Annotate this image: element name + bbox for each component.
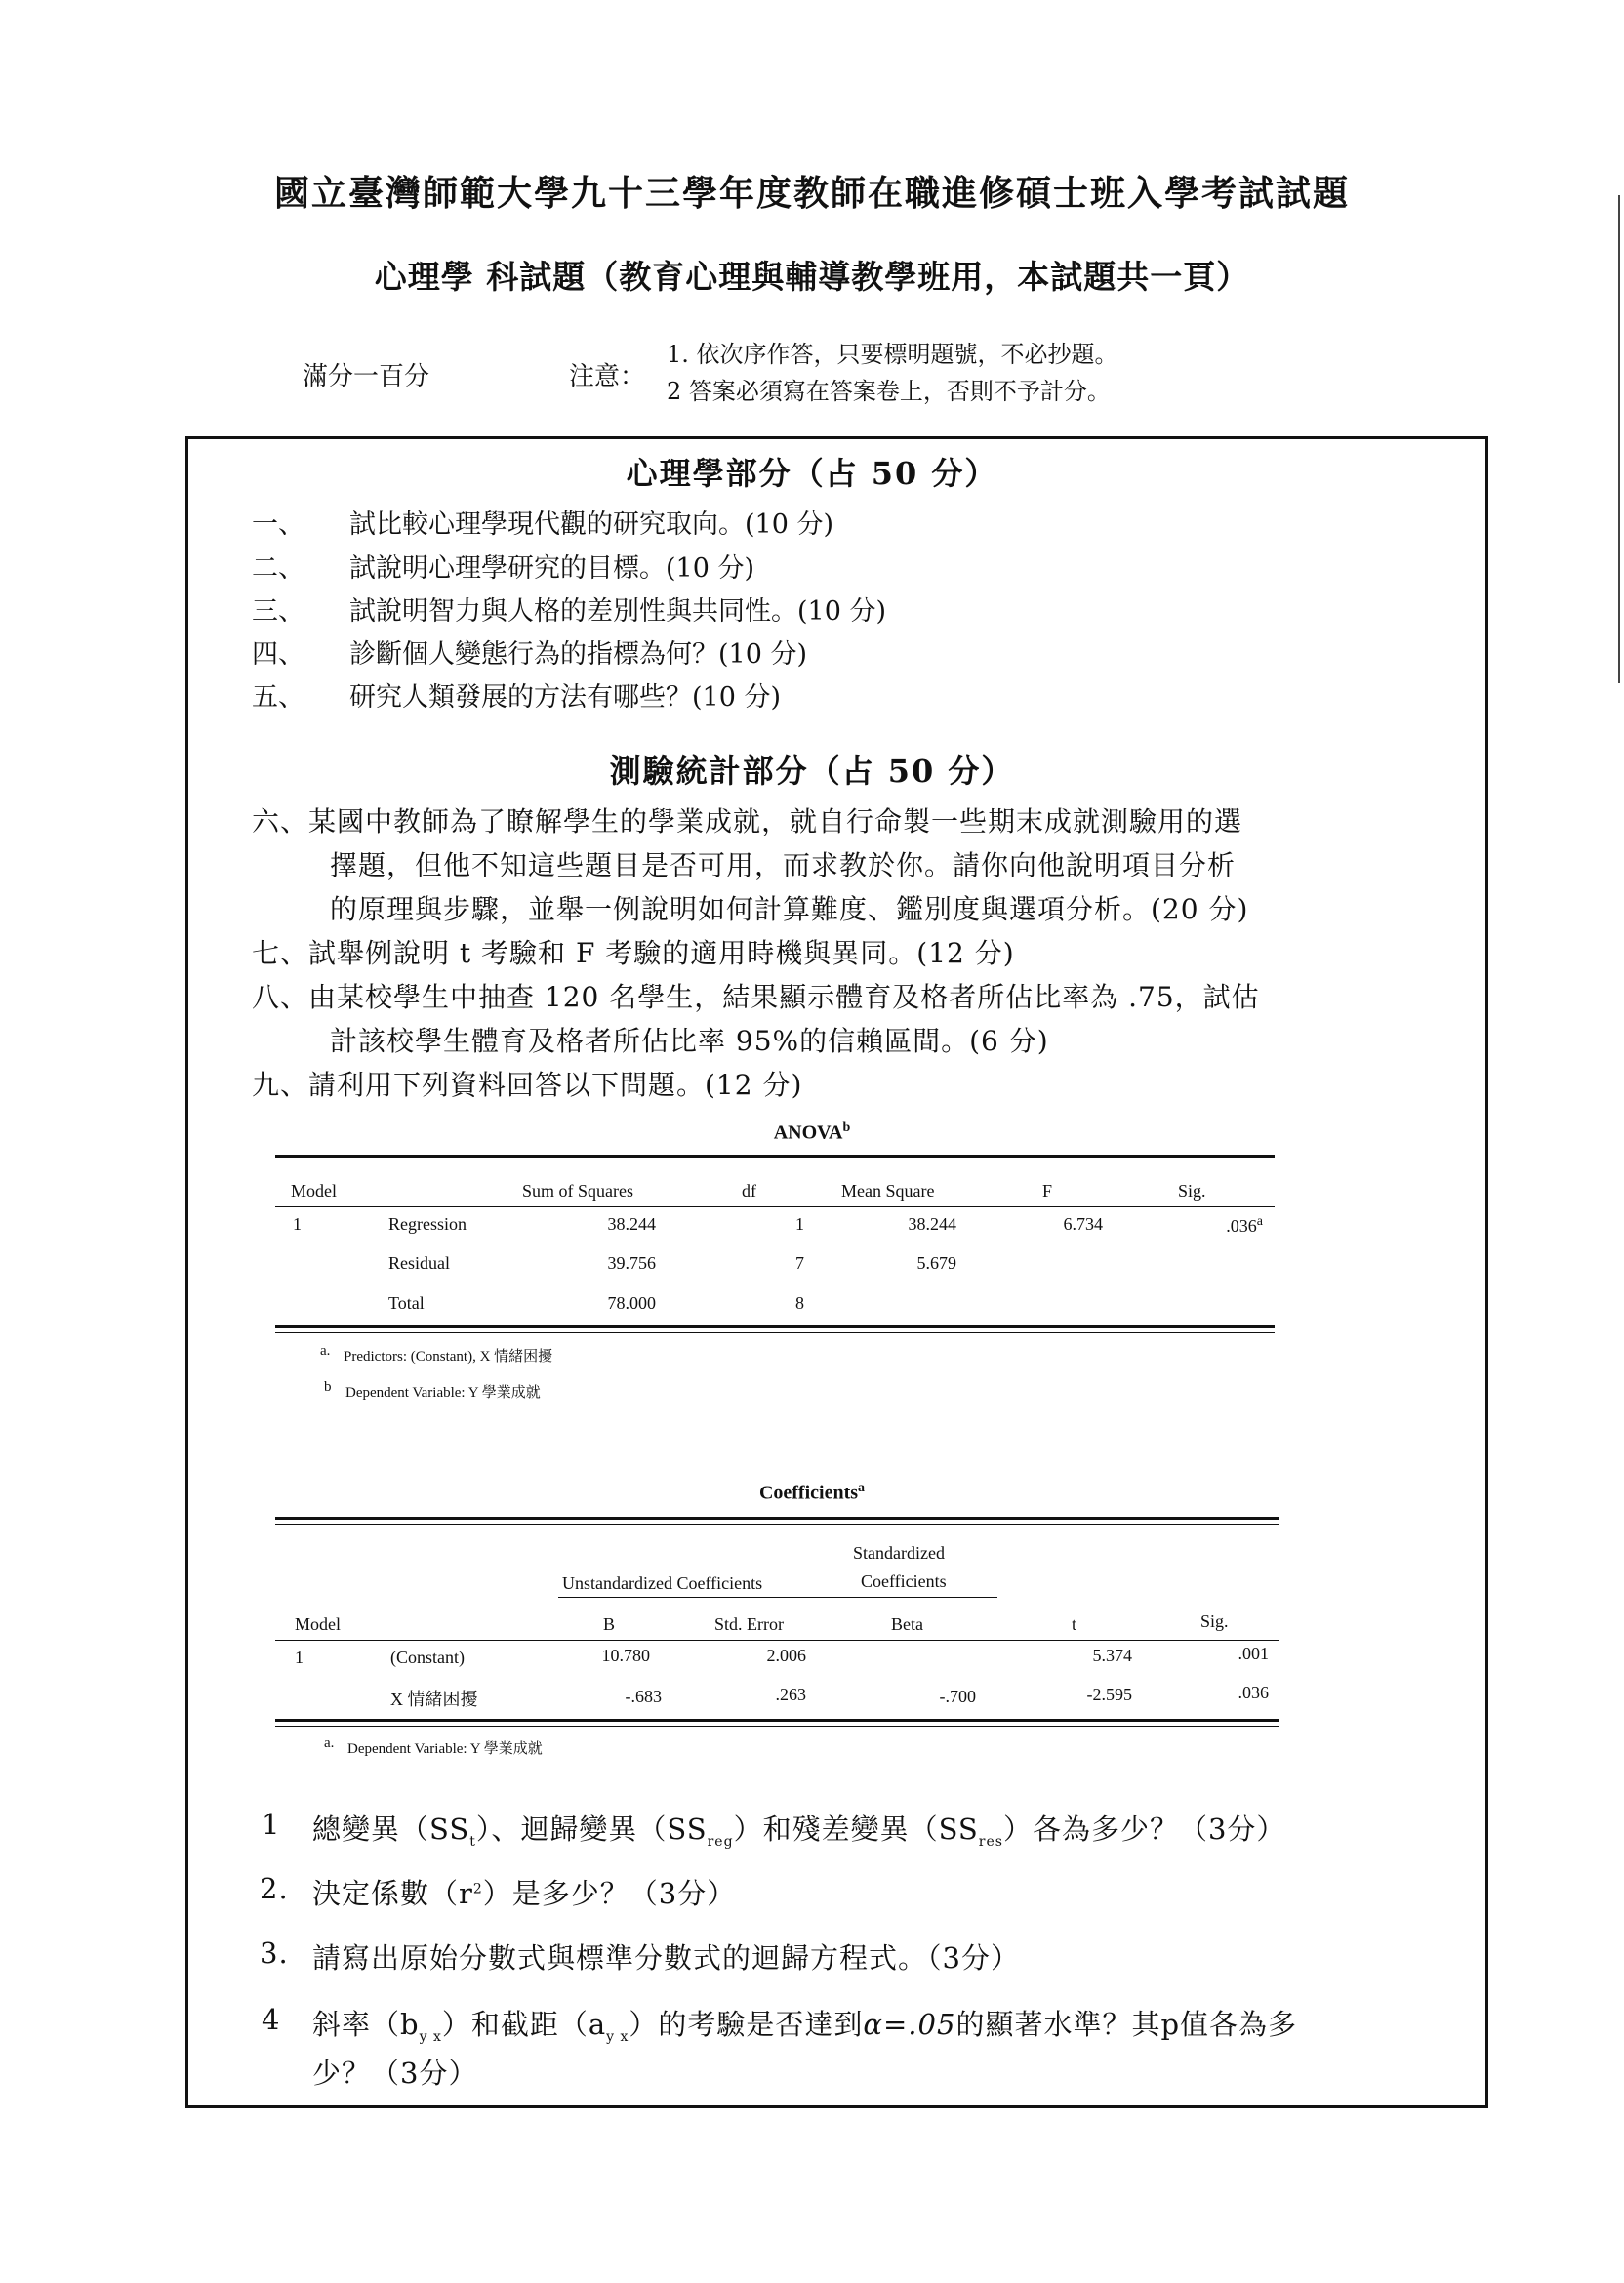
anova-sig-value: .036 — [1226, 1216, 1257, 1236]
sq4-part-a: 斜率（b — [312, 2008, 420, 2041]
subquestion-3: 請寫出原始分數式與標準分數式的迴歸方程式。（3分） — [312, 1941, 1020, 1975]
question-line: 八、由某校學生中抽查 120 名學生，結果顯示體育及格者所佔比率為 .75，試估 — [252, 981, 1260, 1013]
exam-title: 國立臺灣師範大學九十三學年度教師在職進修碩士班入學考試試題 — [273, 173, 1350, 214]
coeff-header-b: B — [603, 1614, 616, 1634]
question-line: 的原理與步驟，並舉一例說明如何計算難度、鑑別度與選項分析。(20 分) — [330, 893, 1249, 925]
anova-ss: 78.000 — [607, 1293, 656, 1313]
question-line: 計該校學生體育及格者所佔比率 95%的信賴區間。(6 分) — [330, 1025, 1049, 1057]
anova-sig — [1161, 1214, 1263, 1237]
coeff-footnote-mark: a. — [324, 1735, 335, 1751]
anova-header-df: df — [742, 1181, 756, 1201]
subquestion-number: 3. — [260, 1936, 289, 1970]
anova-header-model: Model — [291, 1181, 337, 1201]
coeff-sig: .036 — [1238, 1683, 1269, 1702]
coeff-model-number: 1 — [295, 1648, 304, 1667]
sq4-sub-a: y x — [419, 2028, 442, 2045]
anova-footnote-b-mark: b — [324, 1379, 332, 1395]
anova-sig-sup: a — [1256, 1214, 1263, 1229]
sq1-sub-a: t — [469, 1833, 476, 1850]
anova-title-sup: b — [842, 1121, 851, 1135]
sq2-sup: 2 — [472, 1881, 483, 1897]
coeff-beta: -.700 — [939, 1687, 976, 1706]
subquestion-4 — [312, 2003, 1297, 2045]
anova-footnote-a: Predictors: (Constant), X 情緒困擾 — [344, 1349, 553, 1365]
sq4-part-d: 的顯著水準？其p值各為多 — [955, 2008, 1298, 2041]
coefficients-title-sup: a — [858, 1481, 866, 1495]
coeff-header-model: Model — [295, 1614, 341, 1634]
subquestion-number: 4 — [262, 2003, 281, 2036]
anova-title — [0, 1121, 1624, 1145]
anova-df: 8 — [795, 1293, 804, 1313]
section-heading-statistics: 測驗統計部分（占 50 分） — [609, 753, 1015, 790]
anova-f: 6.734 — [1063, 1214, 1103, 1234]
table-rule — [275, 1325, 1275, 1328]
subquestion-4-continued: 少？（3分） — [312, 2057, 478, 2090]
coefficients-title-text: Coefficients — [758, 1482, 859, 1504]
anova-header-ss: Sum of Squares — [522, 1181, 633, 1201]
table-rule — [275, 1155, 1275, 1158]
sq4-sub-b: y x — [606, 2028, 629, 2045]
anova-row-label: Regression — [388, 1214, 467, 1234]
coefficients-title — [0, 1481, 1624, 1505]
coeff-header-t: t — [1072, 1614, 1077, 1634]
sq1-part-c: ）和殘差變異（SS — [733, 1813, 979, 1846]
question-line: 七、試舉例說明 t 考驗和 F 考驗的適用時機與異同。(12 分) — [252, 937, 1015, 969]
coeff-b: 10.780 — [601, 1646, 650, 1665]
coeff-t: 5.374 — [1092, 1646, 1132, 1665]
subquestion-number: 2. — [260, 1872, 289, 1905]
table-rule — [275, 1726, 1279, 1727]
table-rule — [275, 1517, 1279, 1520]
coeff-se: 2.006 — [766, 1646, 806, 1665]
subquestion-1 — [312, 1808, 1285, 1850]
table-rule — [275, 1640, 1279, 1641]
table-rule — [275, 1332, 1275, 1333]
full-score-label: 滿分一百分 — [303, 362, 430, 391]
anova-df: 7 — [795, 1253, 804, 1273]
sq2-part-a: 決定係數（r — [312, 1877, 473, 1910]
sq1-part-b: ）、迴歸變異（SS — [475, 1813, 708, 1846]
section-heading-psychology: 心理學部分（占 50 分） — [626, 455, 998, 492]
table-rule — [275, 1524, 1279, 1525]
coeff-header-se: Std. Error — [714, 1614, 784, 1634]
subquestion-2 — [312, 1872, 736, 1912]
anova-footnote-a-mark: a. — [320, 1343, 331, 1359]
question-text: 試比較心理學現代觀的研究取向。(10 分) — [349, 510, 834, 540]
table-rule — [851, 1597, 997, 1598]
question-number: 三、 — [252, 596, 304, 627]
sq1-part-a: 總變異（SS — [312, 1813, 470, 1846]
sq1-sub-c: res — [978, 1833, 1003, 1850]
anova-header-ms: Mean Square — [841, 1181, 935, 1201]
coeff-header-sig: Sig. — [1200, 1611, 1229, 1631]
anova-model-number: 1 — [293, 1214, 302, 1234]
anova-header-sig: Sig. — [1178, 1181, 1206, 1201]
anova-title-text: ANOVA — [773, 1121, 843, 1144]
anova-row-label: Total — [388, 1293, 425, 1313]
sq1-part-d: ）各為多少？（3分） — [1002, 1813, 1286, 1846]
coeff-row-label: X 情緒困擾 — [390, 1690, 478, 1709]
question-number: 二、 — [252, 553, 304, 584]
coeff-group-unstd: Unstandardized Coefficients — [562, 1573, 763, 1593]
question-text: 試說明心理學研究的目標。(10 分) — [349, 553, 755, 584]
anova-header-f: F — [1042, 1181, 1053, 1201]
coeff-footnote: Dependent Variable: Y 學業成就 — [347, 1741, 543, 1757]
coeff-row-label: (Constant) — [390, 1648, 465, 1667]
note-label: 注意： — [569, 362, 646, 391]
sq4-part-c: ）的考驗是否達到 — [629, 2008, 864, 2041]
question-line: 六、某國中教師為了瞭解學生的學業成就，就自行命製一些期末成就測驗用的選 — [252, 805, 1243, 837]
coeff-header-beta: Beta — [891, 1614, 923, 1634]
anova-ss: 38.244 — [607, 1214, 656, 1234]
coeff-b: -.683 — [625, 1687, 662, 1706]
sq4-alpha: α=.05 — [863, 2008, 956, 2041]
question-number: 一、 — [252, 510, 304, 540]
coeff-t: -2.595 — [1086, 1685, 1132, 1704]
question-number: 四、 — [252, 639, 304, 670]
table-rule — [558, 1597, 851, 1598]
table-rule — [275, 1206, 1275, 1207]
anova-df: 1 — [795, 1214, 804, 1234]
anova-ms: 5.679 — [916, 1253, 956, 1273]
note-item-1: 1. 依次序作答，只要標明題號，不必抄題。 — [667, 341, 1118, 368]
scan-edge-mark — [1618, 195, 1620, 683]
subquestion-number: 1 — [262, 1808, 281, 1841]
anova-row-label: Residual — [388, 1253, 450, 1273]
question-number: 五、 — [252, 682, 304, 713]
coeff-group-std-2: Coefficients — [861, 1571, 947, 1591]
anova-footnote-b: Dependent Variable: Y 學業成就 — [345, 1385, 541, 1401]
question-text: 研究人類發展的方法有哪些？(10 分) — [349, 682, 782, 713]
coeff-se: .263 — [775, 1685, 806, 1704]
coeff-group-std-1: Standardized — [853, 1543, 945, 1563]
anova-ss: 39.756 — [607, 1253, 656, 1273]
question-text: 診斷個人變態行為的指標為何？(10 分) — [349, 639, 808, 670]
sq1-sub-b: reg — [707, 1833, 734, 1850]
note-item-2: 2 答案必須寫在答案卷上，否則不予計分。 — [667, 378, 1111, 405]
question-line: 九、請利用下列資料回答以下問題。(12 分) — [252, 1069, 803, 1101]
coeff-sig: .001 — [1238, 1644, 1269, 1663]
anova-ms: 38.244 — [908, 1214, 956, 1234]
exam-subtitle: 心理學 科試題（教育心理與輔導教學班用，本試題共一頁） — [374, 258, 1250, 296]
question-text: 試說明智力與人格的差別性與共同性。(10 分) — [349, 596, 887, 627]
sq4-part-b: ）和截距（a — [441, 2008, 607, 2041]
sq2-part-b: ）是多少？（3分） — [482, 1877, 737, 1910]
table-rule — [275, 1719, 1279, 1722]
question-line: 擇題，但他不知這些題目是否可用，而求教於你。請你向他說明項目分析 — [330, 849, 1237, 881]
